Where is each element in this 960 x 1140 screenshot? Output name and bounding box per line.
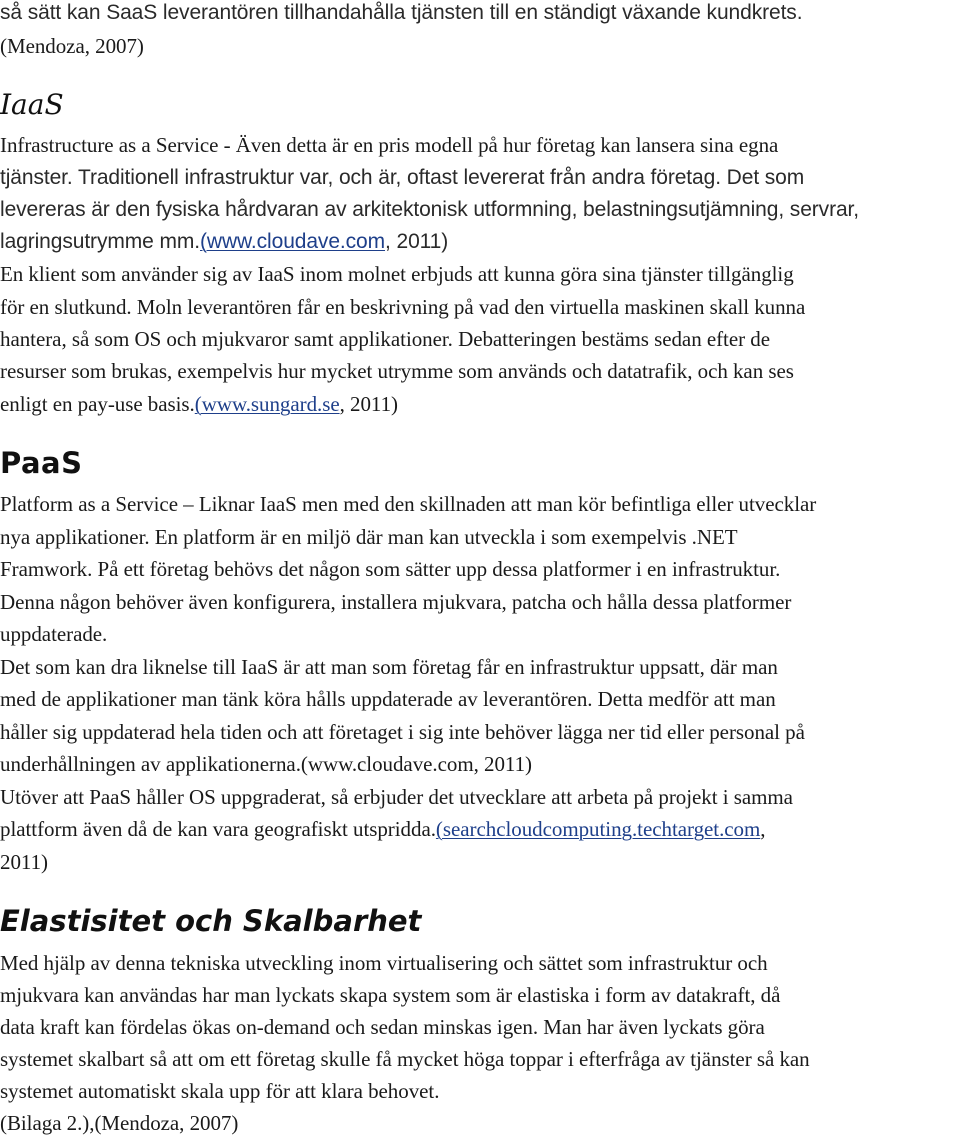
section-heading-elasticity: Elastisitet och Skalbarhet — [0, 904, 422, 938]
elasticity-paragraph-line-5: systemet automatiskt skala upp för att klara behovet. — [0, 1079, 440, 1103]
iaas-paragraph-1-line-4 — [0, 229, 448, 255]
paas-paragraph-2-line-1: Det som kan dra liknelse till IaaS är att man som företag får en infrastruktur uppsatt, där man — [0, 655, 778, 679]
iaas-paragraph-1-line-3: levereras är den fysiska hårdvaran av arkitektonisk utformning, belastningsutjämning, servrar, — [0, 198, 860, 221]
elasticity-paragraph-line-2: mjukvara kan användas har man lyckats skapa system som är elastiska i form av datakraft, då — [0, 983, 781, 1007]
elasticity-paragraph-line-4: systemet skalbart så att om ett företag skulle få mycket höga toppar i efterfråga av tjänster så kan — [0, 1047, 810, 1071]
section-heading-paas: PaaS — [0, 446, 83, 480]
iaas-text: enligt en pay-use basis. — [0, 392, 195, 416]
section-heading-iaas: IaaS — [0, 88, 64, 121]
iaas-paragraph-2-line-5 — [0, 391, 398, 417]
sungard-link[interactable]: (www.sungard.se — [194, 392, 340, 416]
paas-paragraph-2-line-3: håller sig uppdaterad hela tiden och att företaget i sig inte behöver lägga ner tid eller personal på — [0, 720, 805, 744]
iaas-paragraph-1-line-1: Infrastructure as a Service - Även detta är en pris modell på hur företag kan lansera sina egna — [0, 133, 779, 157]
iaas-text: lagringsutrymme mm. — [0, 230, 200, 253]
iaas-paragraph-2-line-3: hantera, så som OS och mjukvaror samt applikationer. Debatteringen bestäms sedan efter de — [0, 327, 770, 351]
elasticity-paragraph-line-3: data kraft kan fördelas ökas on-demand och sedan minskas igen. Man har även lyckats göra — [0, 1015, 765, 1039]
paas-paragraph-1-line-3: Framwork. På ett företag behövs det någon som sätter upp dessa platformer i en infrastruktur. — [0, 557, 781, 581]
iaas-paragraph-2-line-2: för en slutkund. Moln leverantören får en beskrivning på vad den virtuella maskinen skall kunna — [0, 295, 806, 319]
paas-text: plattform även då de kan vara geografiskt utspridda. — [0, 817, 436, 841]
techtarget-link[interactable]: (searchcloudcomputing.techtarget.com — [435, 817, 761, 841]
iaas-paragraph-2-line-1: En klient som använder sig av IaaS inom molnet erbjuds att kunna göra sina tjänster tillgänglig — [0, 262, 794, 286]
intro-citation: (Mendoza, 2007) — [0, 34, 144, 58]
elasticity-citation: (Bilaga 2.),(Mendoza, 2007) — [0, 1111, 239, 1135]
paas-paragraph-3-line-1: Utöver att PaaS håller OS uppgraderat, så erbjuder det utvecklare att arbeta på projekt i samma — [0, 785, 793, 809]
citation-year: , 2011) — [339, 392, 398, 416]
paas-paragraph-1-line-2: nya applikationer. En platform är en miljö där man kan utveckla i som exempelvis .NET — [0, 525, 738, 549]
paas-paragraph-3-line-2 — [0, 816, 765, 842]
intro-line-1: så sätt kan SaaS leverantören tillhandahålla tjänsten till en ständigt växande kundkrets. — [0, 1, 803, 24]
citation-year: , 2011) — [385, 230, 449, 253]
paas-paragraph-2-line-4: underhållningen av applikationerna.(www.cloudave.com, 2011) — [0, 752, 532, 776]
citation-comma: , — [760, 817, 766, 841]
elasticity-paragraph-line-1: Med hjälp av denna tekniska utveckling inom virtualisering och sättet som infrastruktur och — [0, 951, 768, 975]
iaas-paragraph-2-line-4: resurser som brukas, exempelvis hur mycket utrymme som används och datatrafik, och kan ses — [0, 359, 794, 383]
paas-paragraph-3-line-3: 2011) — [0, 850, 48, 874]
iaas-paragraph-1-line-2: tjänster. Traditionell infrastruktur var, och är, oftast levererat från andra företag. Det som — [0, 166, 805, 189]
paas-paragraph-1-line-1: Platform as a Service – Liknar IaaS men med den skillnaden att man kör befintliga eller utvecklar — [0, 492, 817, 516]
paas-paragraph-2-line-2: med de applikationer man tänk köra hålls uppdaterade av leverantören. Detta medför att man — [0, 687, 776, 711]
paas-paragraph-1-line-5: uppdaterade. — [0, 622, 108, 646]
paas-paragraph-1-line-4: Denna någon behöver även konfigurera, installera mjukvara, patcha och hålla dessa platformer — [0, 590, 792, 614]
cloudave-link[interactable]: (www.cloudave.com — [199, 230, 386, 253]
